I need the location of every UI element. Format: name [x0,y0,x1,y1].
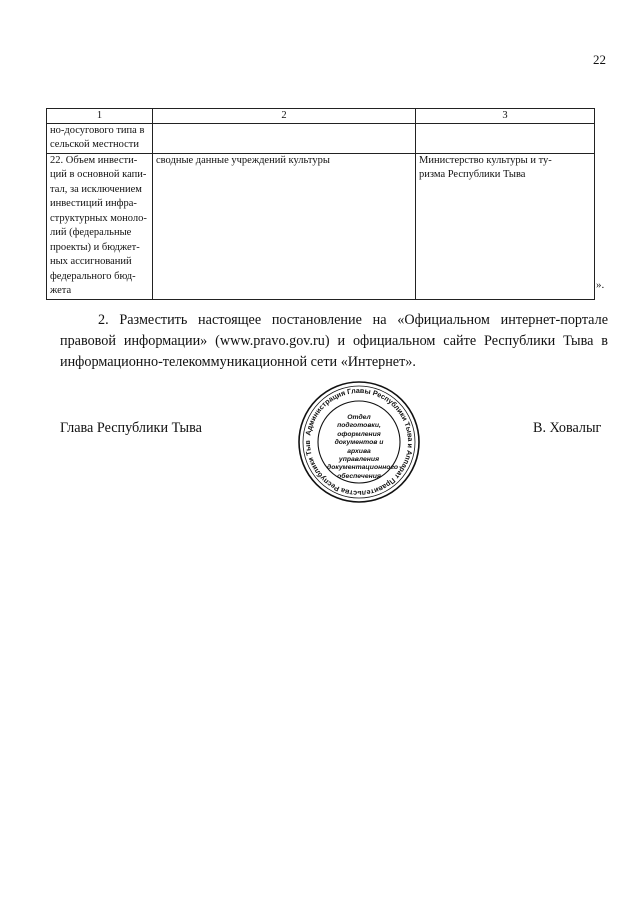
cell-text: 22. Объем инвести- ций в основной капи- тал, за исключением инвестиций инфра- структурных моноло- лий (федеральные проекты) и бюджет- ных ассигнований федерального бюд- жета [50,155,147,297]
cell-text: Министерство культуры и ту- ризма Республики Тыва [419,155,552,181]
seal-line: оформления [337,430,381,438]
table-row [47,154,595,300]
seal-line: Отдел [347,414,371,421]
official-seal [297,380,421,504]
table-cell [47,124,153,154]
cell-text: сводные данные учреждений культуры [156,155,330,166]
seal-line: обеспечения [337,472,381,480]
table-header-cell: 3 [416,109,595,124]
seal-line: документационного [327,464,399,472]
body-paragraph: 2. Разместить настоящее постановление на «Официальном интернет-портале правовой информации» (www.pravo.gov.ru) и официальном сайте Республики Тыва в информационно-телекоммуникационной сети «Интернет». [60,312,608,370]
table-row [47,124,595,154]
signature-title: Глава Республики Тыва [60,420,202,436]
seal-line: подготовки, [337,422,381,430]
table-cell [153,124,416,154]
table-cell [416,154,595,300]
table-header-row [47,109,595,124]
table-cell [153,154,416,300]
seal-ring-text: Администрация Главы Республики Тыва и Аппарат Правительства Республики Тыв [302,385,416,499]
signature-name: В. Ховалыг [533,420,602,436]
cell-text: но-досугового типа в сельской местности [50,125,145,151]
closing-quote: ». [596,279,605,291]
seal-line: документов и архива [334,439,384,455]
data-table [46,108,595,300]
table-cell [47,154,153,300]
table-cell [416,124,595,154]
seal-line: управления [338,456,380,464]
page-number: 22 [593,52,606,67]
seal-center-text [327,414,399,481]
table-header-cell: 1 [47,109,153,124]
table-header-cell: 2 [153,109,416,124]
